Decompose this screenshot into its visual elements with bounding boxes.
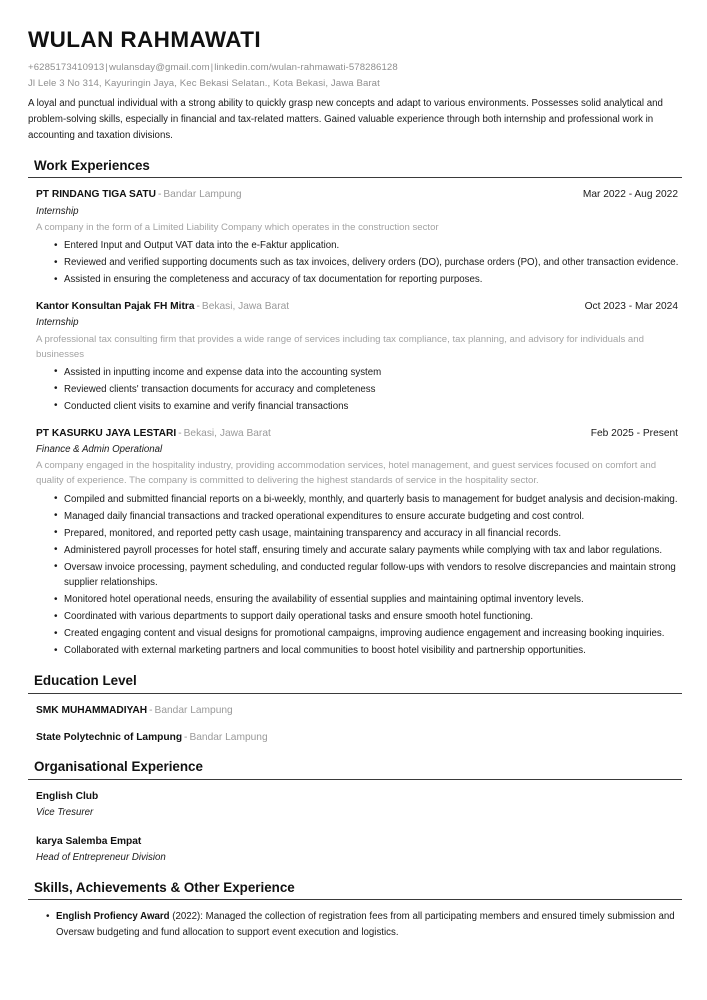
candidate-name: WULAN RAHMAWATI: [28, 27, 262, 52]
work-bullet-item: • Entered Input and Output VAT data into the e-Faktur application.: [54, 238, 682, 254]
work-entry-header: [36, 187, 682, 202]
work-entry-title-group: [36, 299, 289, 314]
work-role-title: Finance & Admin Operational: [36, 443, 163, 455]
resume-header: [28, 28, 682, 144]
work-role-title: Internship: [36, 205, 79, 217]
work-company-name: PT RINDANG TIGA SATU: [36, 189, 156, 201]
email-text: wulansday@gmail.com: [108, 61, 210, 73]
work-bullet-item: • Assisted in inputting income and expense data into the accounting system: [54, 365, 682, 381]
work-company-description: A company in the form of a Limited Liability Company which operates in the construction sector: [36, 222, 439, 234]
section-skills-achievements: [28, 880, 682, 941]
work-entry-title-group: [36, 426, 271, 441]
contact-line-primary: [28, 60, 682, 76]
education-school-name: SMK MUHAMMADIYAH: [36, 704, 148, 716]
work-date-range: Feb 2025 - Present: [590, 427, 678, 439]
work-bullet-item: • Monitored hotel operational needs, ensuring the availability of essential supplies and maintaining optimal inventory levels.: [54, 592, 682, 608]
work-company-name: Kantor Konsultan Pajak FH Mitra: [36, 300, 195, 312]
education-separator-dash: -: [149, 704, 153, 716]
work-bullet-item: • Created engaging content and visual designs for promotional campaigns, improving audience engagement and increasing booking inquiries.: [54, 626, 682, 642]
section-title-work: Work Experiences: [34, 157, 150, 173]
work-entry-header: [36, 299, 682, 314]
section-divider: [28, 693, 682, 694]
work-location: Bandar Lampung: [163, 189, 242, 201]
skill-award-name: English Profiency Award: [56, 911, 170, 923]
work-separator-dash: -: [157, 189, 162, 201]
work-bullet-item: • Reviewed and verified supporting documents such as tax invoices, delivery orders (DO), purchase orders (PO), and other transaction evidence.: [54, 255, 682, 271]
work-bullet-item: • Oversaw invoice processing, payment scheduling, and conducted regular follow-ups with vendors to resolve discrepancies and maintain strong supplier relationships.: [54, 560, 682, 591]
education-entry: [28, 730, 682, 745]
work-date-range: Mar 2022 - Aug 2022: [582, 189, 678, 201]
section-education-level: [28, 673, 682, 745]
work-bullet-item: • Conducted client visits to examine and verify financial transactions: [54, 399, 682, 415]
professional-summary: A loyal and punctual individual with a strong ability to quickly grasp new concepts and adapt to various environments. Possesses solid analytical and problem-solving skills, especially in financial and tax-related matters. Gained valuable experience through both internship and professional work in accounting and taxation divisions.: [28, 98, 663, 141]
skills-bullet-list: [28, 909, 682, 940]
contact-separator: |: [210, 61, 214, 73]
work-bullet-item: • Managed daily financial transactions and tracked operational expenditures to ensure accurate budgeting and cost control.: [54, 509, 682, 525]
work-company-description: A professional tax consulting firm that provides a wide range of services including tax compliance, tax planning, and advisory for individuals and businesses: [36, 333, 644, 360]
contact-separator: |: [105, 61, 108, 73]
education-location: Bandar Lampung: [154, 704, 233, 716]
work-bullet-item: • Coordinated with various departments to support daily operational tasks and ensure smooth hotel functioning.: [54, 609, 682, 625]
work-bullet-list: [36, 365, 682, 415]
education-entry: [28, 703, 682, 718]
skills-bullet-item: [46, 909, 682, 940]
work-bullet-item: • Collaborated with external marketing partners and local communities to boost hotel visibility and partnership opportunities.: [54, 643, 682, 659]
work-entry-header: [36, 426, 682, 441]
work-bullet-item: • Assisted in ensuring the completeness and accuracy of tax documentation for reporting purposes.: [54, 272, 682, 288]
work-bullet-item: • Prepared, monitored, and reported petty cash usage, maintaining transparency and accuracy in all financial records.: [54, 526, 682, 542]
section-title-organisational: Organisational Experience: [34, 759, 203, 775]
work-company-name: PT KASURKU JAYA LESTARI: [36, 427, 177, 439]
education-school-name: State Polytechnic of Lampung: [36, 731, 183, 743]
work-entry: [28, 187, 682, 288]
organisational-entry: [28, 789, 682, 821]
work-bullet-list: [36, 492, 682, 659]
skill-award-detail: (2022): Managed the collection of registration fees from all participating members and ensured timely submission and Oversaw budgeting and fund allocation to support event execution and logistics.: [56, 911, 675, 938]
organisation-name: karya Salemba Empat: [36, 835, 142, 847]
phone-text: +6285173410913: [28, 61, 105, 73]
education-separator-dash: -: [184, 731, 188, 743]
section-title-skills: Skills, Achievements & Other Experience: [34, 879, 295, 895]
work-bullet-item: • Compiled and submitted financial reports on a bi-weekly, monthly, and quarterly basis to management for budget analysis and decision-making.: [54, 492, 682, 508]
organisational-entry: [28, 834, 682, 866]
address-line: Jl Lele 3 No 314, Kayuringin Jaya, Kec Bekasi Selatan., Kota Bekasi, Jawa Barat: [28, 77, 380, 89]
work-location: Bekasi, Jawa Barat: [201, 300, 290, 312]
work-entry: [28, 426, 682, 659]
organisation-name: English Club: [36, 790, 99, 802]
work-entry-title-group: [36, 187, 242, 202]
work-entry: [28, 299, 682, 415]
work-separator-dash: -: [196, 300, 200, 312]
section-divider: [28, 899, 682, 900]
education-location: Bandar Lampung: [189, 731, 268, 743]
section-organisational-experience: [28, 759, 682, 865]
organisation-role: Vice Tresurer: [36, 807, 94, 819]
work-role-title: Internship: [36, 317, 79, 329]
work-separator-dash: -: [178, 427, 182, 439]
work-bullet-item: • Administered payroll processes for hotel staff, ensuring timely and accurate salary payments while complying with tax and labor regulations.: [54, 543, 682, 559]
section-divider: [28, 779, 682, 780]
linkedin-text: linkedin.com/wulan-rahmawati-578286128: [214, 61, 398, 73]
organisation-role: Head of Entrepreneur Division: [36, 851, 166, 863]
work-date-range: Oct 2023 - Mar 2024: [584, 300, 678, 312]
work-bullet-item: • Reviewed clients' transaction documents for accuracy and completeness: [54, 382, 682, 398]
section-divider: [28, 177, 682, 178]
work-location: Bekasi, Jawa Barat: [183, 427, 271, 439]
section-work-experiences: [28, 158, 682, 659]
work-company-description: A company engaged in the hospitality industry, providing accommodation services, hotel management, and guest services focused on comfort and quality of experience. The company is committed to delivering the highest standards of service in the hospitality sector.: [36, 460, 657, 487]
section-title-education: Education Level: [34, 672, 137, 688]
work-bullet-list: [36, 238, 682, 288]
